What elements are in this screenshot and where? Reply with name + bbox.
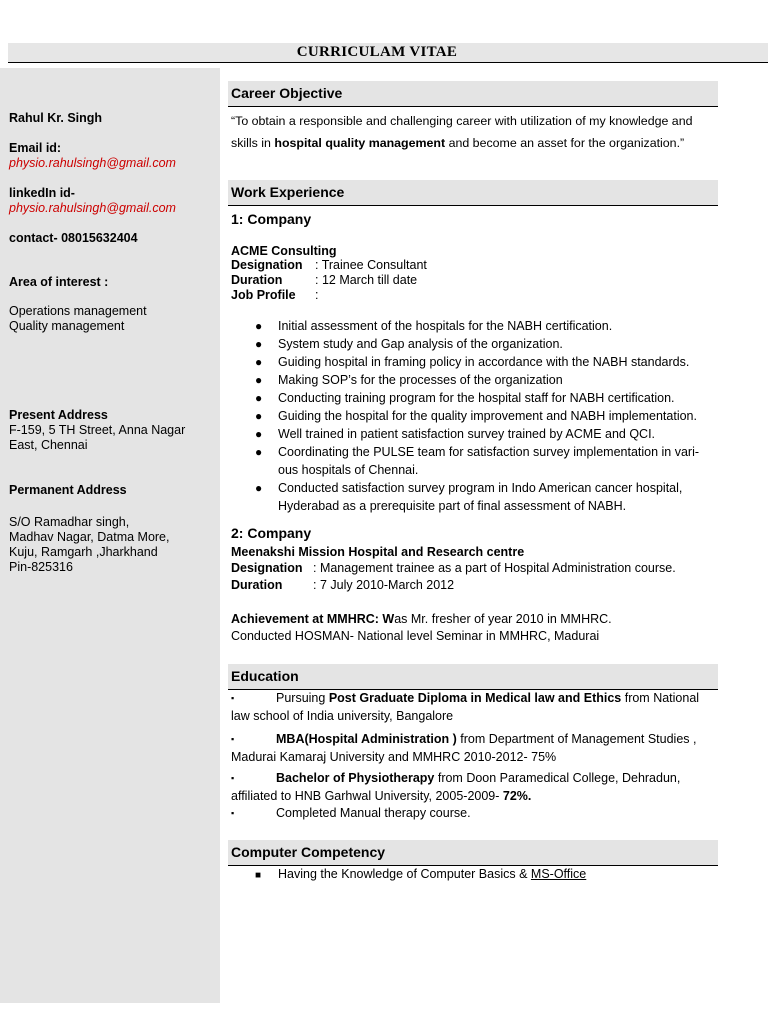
contact-number: contact- 08015632404: [9, 231, 138, 245]
bullet-icon: ●: [255, 391, 263, 405]
permanent-address-line: Kuju, Ramgarh ,Jharkhand: [9, 545, 158, 559]
education-item: ▪ Completed Manual therapy course.: [231, 806, 471, 820]
company-name: ACME Consulting: [231, 244, 337, 258]
interest-item: Operations management: [9, 304, 147, 318]
career-objective-header: [228, 81, 718, 107]
permanent-address-label: Permanent Address: [9, 483, 127, 497]
bullet-icon: ●: [255, 481, 263, 495]
permanent-address-line: S/O Ramadhar singh,: [9, 515, 130, 529]
section-title: Education: [231, 668, 299, 684]
bullet-icon: ●: [255, 355, 263, 369]
bullet-icon: ●: [255, 337, 263, 351]
education-item: ▪ Pursuing Post Graduate Diploma in Medical law and Ethics from National law school of India university, Bangalore: [231, 691, 700, 723]
duration-row: Duration : 7 July 2010-March 2012: [231, 578, 455, 592]
page-title: CURRICULAM VITAE: [296, 44, 458, 60]
job-profile-row: Job Profile :: [231, 288, 319, 302]
company-name: Meenakshi Mission Hospital and Research centre: [231, 545, 525, 559]
list-item: ● Conducted satisfaction survey program in Indo American cancer hospital, Hyderabad as a prerequisite part of final assessment of NABH.: [255, 481, 683, 513]
email-label: Email id:: [9, 141, 62, 155]
section-title: Work Experience: [231, 184, 345, 200]
bullet-icon: ●: [255, 445, 263, 459]
linkedin-label: linkedIn id-: [9, 186, 75, 200]
bullet-icon: ●: [255, 373, 263, 387]
interest-label: Area of interest :: [9, 275, 109, 289]
list-item: ● System study and Gap analysis of the organization.: [255, 337, 563, 351]
list-item: ● Well trained in patient satisfaction survey trained by ACME and QCI.: [255, 427, 656, 441]
company-heading: 1: Company: [231, 211, 312, 227]
candidate-name: Rahul Kr. Singh: [9, 111, 103, 125]
list-item: ● Guiding hospital in framing policy in accordance with the NABH standards.: [255, 355, 690, 369]
career-objective-text: “To obtain a responsible and challenging career with utilization of my knowledge and skills in hospital quality management and become an asset for the organization.”: [231, 114, 693, 150]
interest-item: Quality management: [9, 319, 125, 333]
bullet-icon: ▪: [231, 693, 235, 703]
computer-competency-header: [228, 840, 718, 866]
work-experience-header: [228, 180, 718, 206]
designation-row: Designation : Management trainee as a part of Hospital Administration course.: [231, 561, 676, 575]
bullet-icon: ■: [255, 870, 262, 881]
duration-row: Duration : 12 March till date: [231, 273, 418, 287]
ms-office-link[interactable]: MS-Office: [530, 867, 587, 881]
section-title: Career Objective: [231, 85, 343, 101]
bullet-icon: ●: [255, 427, 263, 441]
list-item: ● Conducting training program for the hospital staff for NABH certification.: [255, 391, 675, 405]
bullet-icon: ●: [255, 319, 263, 333]
designation-row: Designation : Trainee Consultant: [231, 258, 427, 272]
bullet-icon: ▪: [231, 808, 235, 818]
present-address-label: Present Address: [9, 408, 108, 422]
job-profile-list: [231, 317, 718, 515]
permanent-address-line: Pin-825316: [9, 560, 73, 574]
computer-item: ■ Having the Knowledge of Computer Basics & MS-Office: [231, 867, 718, 883]
bullet-icon: ▪: [231, 734, 235, 744]
bullet-icon: ●: [255, 409, 263, 423]
list-item: ● Making SOP’s for the processes of the organization: [255, 373, 563, 387]
permanent-address-line: Madhav Nagar, Datma More,: [9, 530, 170, 544]
education-header: [228, 664, 718, 690]
list-item: ● Initial assessment of the hospitals for the NABH certification.: [255, 319, 613, 333]
present-address-line: East, Chennai: [9, 438, 88, 452]
bullet-icon: ▪: [231, 773, 235, 783]
list-item: ● Guiding the hospital for the quality improvement and NABH implementation.: [255, 409, 697, 423]
education-item: ▪ Bachelor of Physiotherapy from Doon Paramedical College, Dehradun, affiliated to HNB Garhwal University, 2005-2009- 72%.: [231, 771, 681, 803]
company-heading: 2: Company: [231, 525, 312, 541]
education-item: ▪ MBA(Hospital Administration ) from Department of Management Studies , Madurai Kamaraj University and MMHRC 2010-2012- 75%: [231, 732, 697, 764]
linkedin-link[interactable]: physio.rahulsingh@gmail.com: [9, 201, 176, 215]
email-link[interactable]: physio.rahulsingh@gmail.com: [9, 156, 176, 170]
achievement-line: Conducted HOSMAN- National level Seminar in MMHRC, Madurai: [231, 629, 600, 643]
achievement-line: Achievement at MMHRC: Was Mr. fresher of year 2010 in MMHRC.: [231, 612, 612, 626]
section-title: Computer Competency: [231, 844, 386, 860]
list-item: ● Coordinating the PULSE team for satisfaction survey implementation in vari-ous hospitals of Chennai.: [255, 445, 700, 477]
present-address-line: F-159, 5 TH Street, Anna Nagar: [9, 423, 186, 437]
